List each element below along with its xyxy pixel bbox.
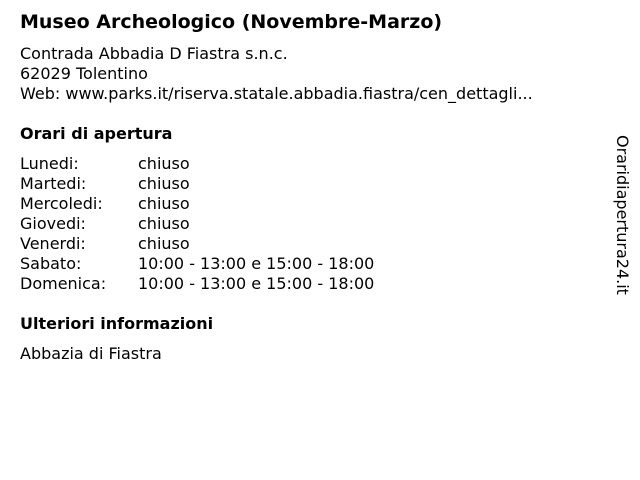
day-label: Venerdi: bbox=[20, 234, 86, 253]
brand-watermark: Oraridiapertura24.it bbox=[613, 135, 632, 295]
hours-row-sunday bbox=[20, 274, 374, 294]
city-address: 62029 Tolentino bbox=[20, 64, 148, 83]
street-address: Contrada Abbadia D Fiastra s.n.c. bbox=[20, 44, 288, 63]
more-info-heading: Ulteriori informazioni bbox=[20, 314, 214, 333]
day-label: Mercoledi: bbox=[20, 194, 103, 213]
hours-value: 10:00 - 13:00 e 15:00 - 18:00 bbox=[138, 274, 375, 293]
hours-value: 10:00 - 13:00 e 15:00 - 18:00 bbox=[138, 254, 375, 273]
day-label: Martedi: bbox=[20, 174, 87, 193]
website-link[interactable]: Web: www.parks.it/riserva.statale.abbadia.fiastra/cen_dettagli... bbox=[20, 84, 533, 103]
page-title: Museo Archeologico (Novembre-Marzo) bbox=[20, 11, 443, 33]
more-info-text: Abbazia di Fiastra bbox=[20, 344, 162, 363]
day-label: Giovedi: bbox=[20, 214, 86, 233]
hours-row-monday bbox=[20, 154, 374, 174]
hours-value: chiuso bbox=[138, 214, 190, 233]
hours-row-thursday bbox=[20, 214, 374, 234]
opening-hours-heading: Orari di apertura bbox=[20, 124, 173, 143]
address-block bbox=[20, 44, 533, 104]
hours-row-wednesday bbox=[20, 194, 374, 214]
hours-value: chiuso bbox=[138, 174, 190, 193]
hours-row-tuesday bbox=[20, 174, 374, 194]
hours-value: chiuso bbox=[138, 194, 190, 213]
day-label: Lunedi: bbox=[20, 154, 79, 173]
hours-row-saturday bbox=[20, 254, 374, 274]
hours-value: chiuso bbox=[138, 234, 190, 253]
hours-value: chiuso bbox=[138, 154, 190, 173]
hours-row-friday bbox=[20, 234, 374, 254]
day-label: Sabato: bbox=[20, 254, 82, 273]
opening-hours-table bbox=[20, 154, 374, 294]
day-label: Domenica: bbox=[20, 274, 107, 293]
